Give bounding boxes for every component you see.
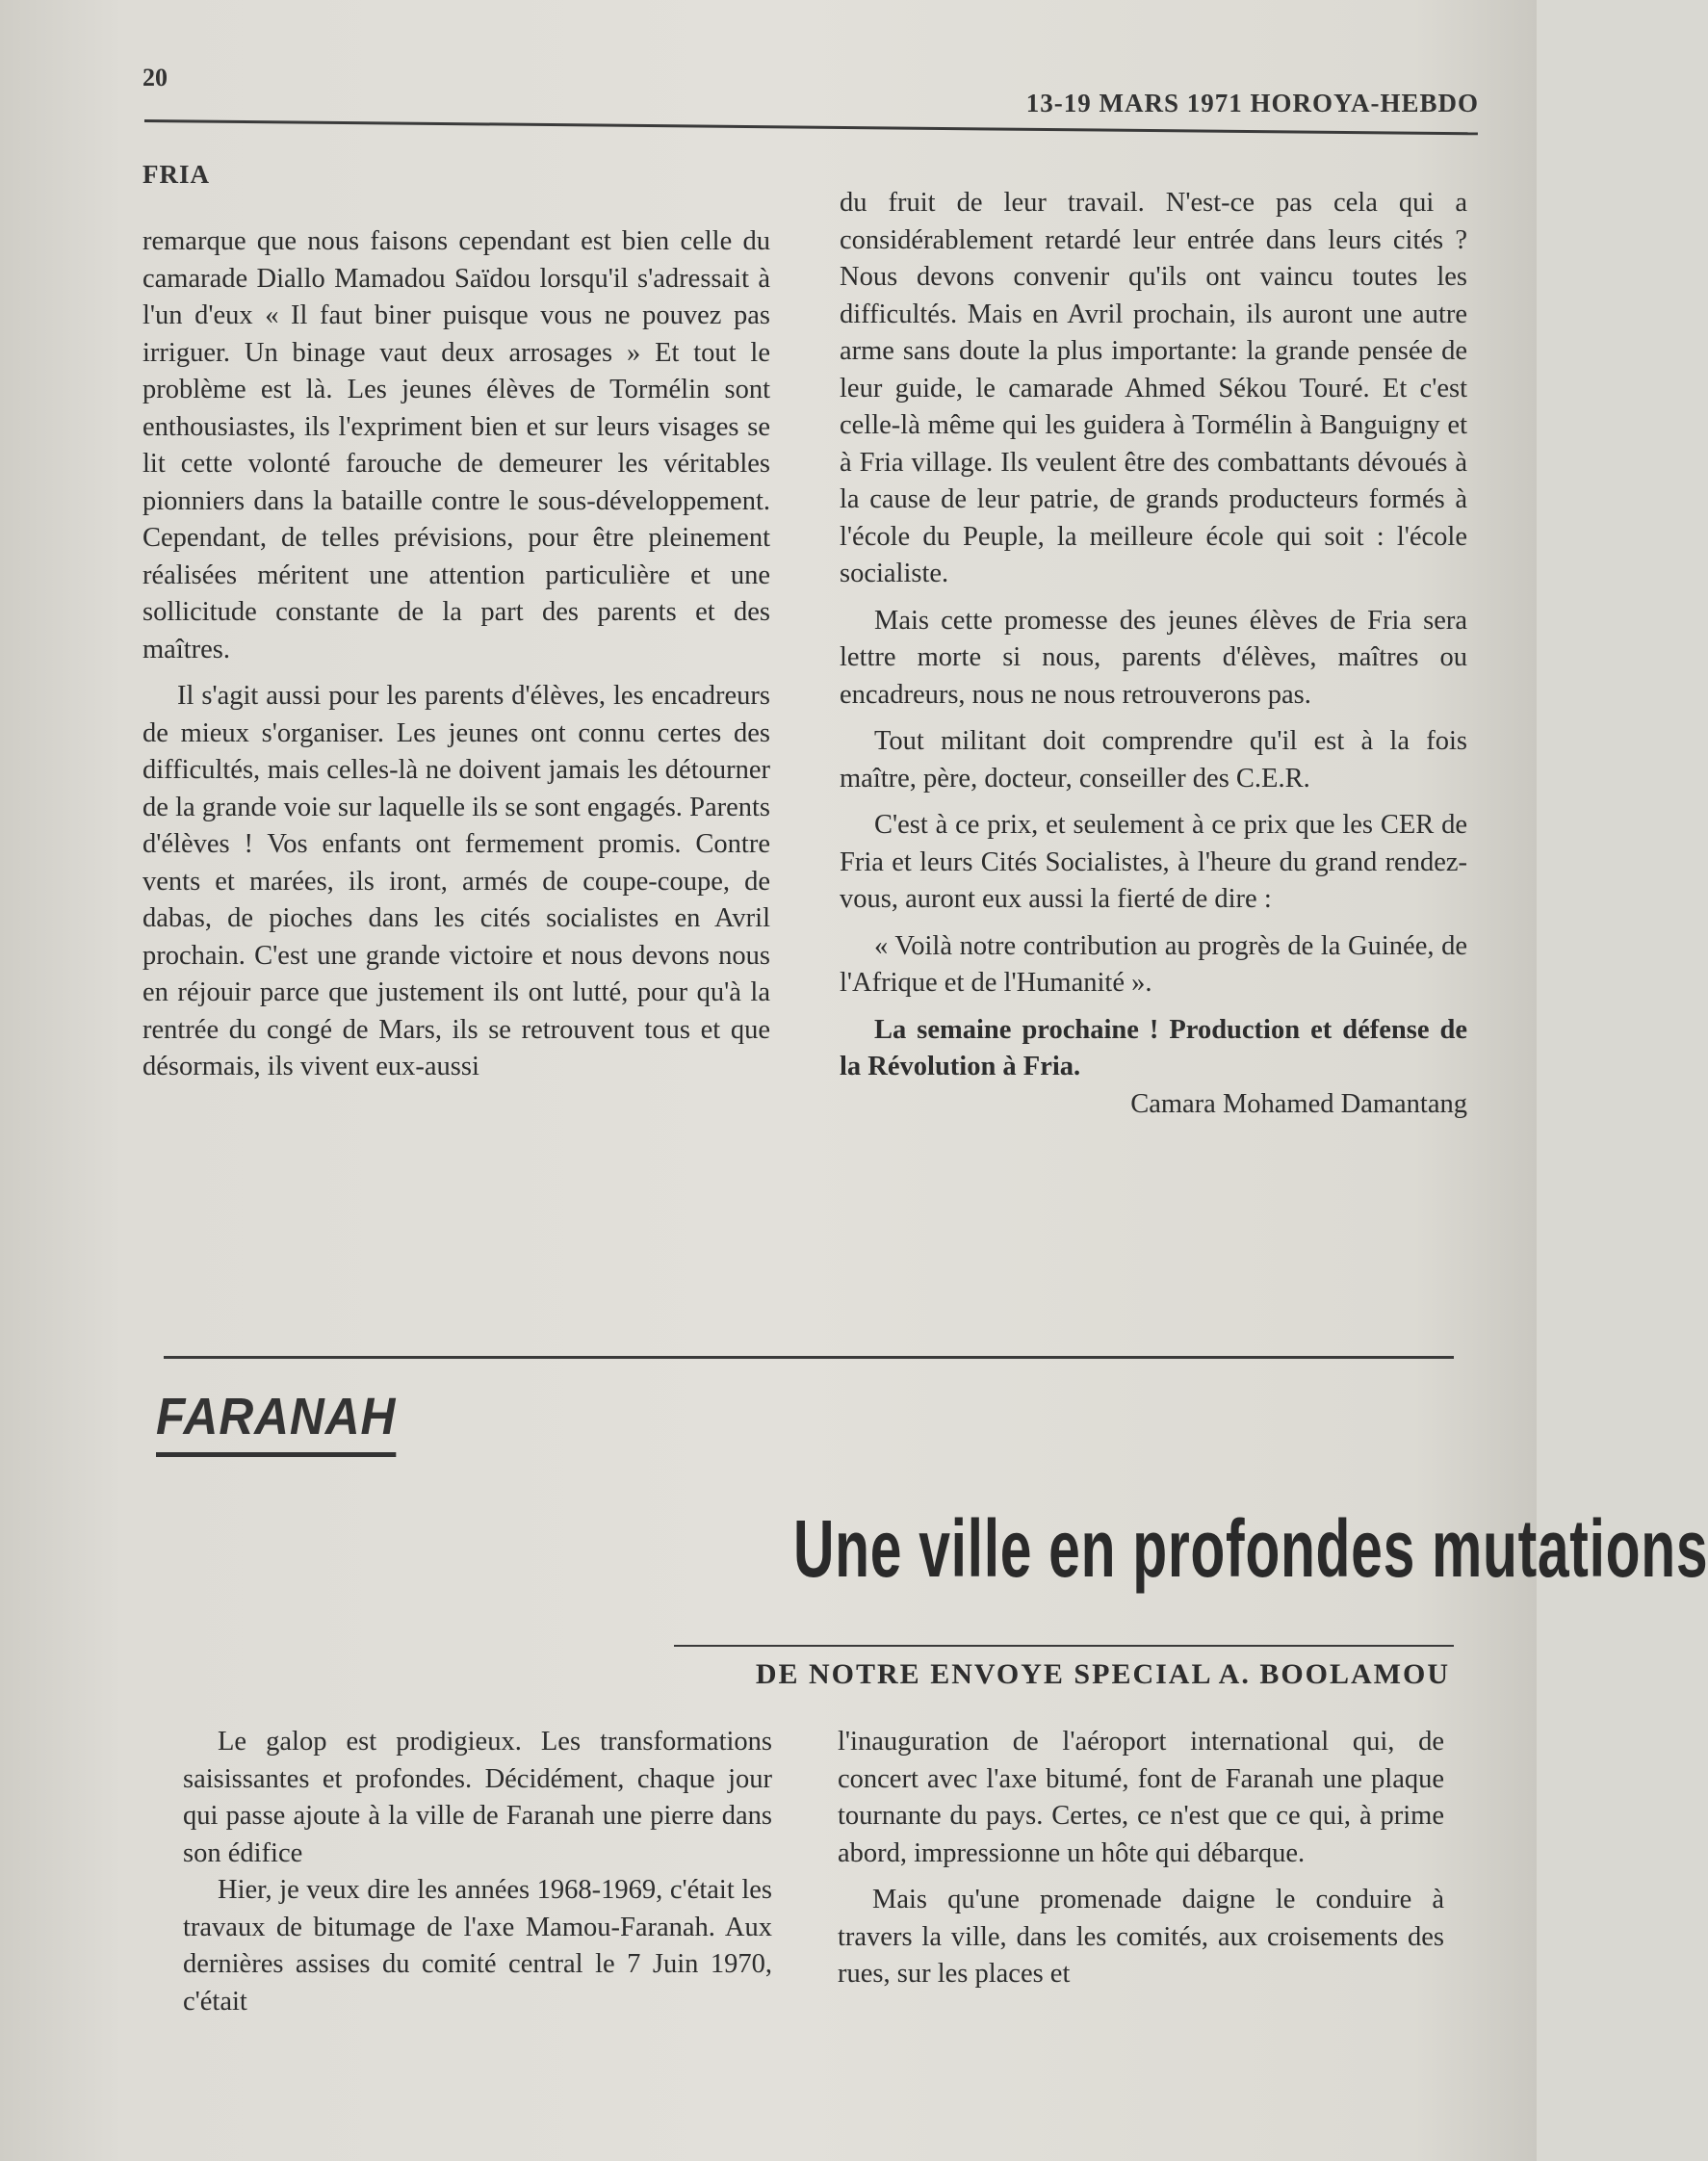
paragraph: Mais cette promesse des jeunes élèves de Fria sera lettre morte si nous, parents d'élèves, maîtres ou encadreurs, nous ne nous retrouverons pas.: [840, 605, 1467, 710]
fria-column-right: [840, 185, 1467, 1123]
fria-column-left: [142, 223, 770, 1086]
author-signature: Camara Mohamed Damantang: [1130, 1088, 1467, 1119]
paragraph: C'est à ce prix, et seulement à ce prix que les CER de Fria et leurs Cités Socialistes, à l'heure du grand rendez-vous, auront eux aussi la fierté de dire :: [840, 810, 1467, 914]
paragraph: du fruit de leur travail. N'est-ce pas cela qui a considérablement retardé leur entrée dans leurs cités ? Nous devons convenir qu'ils ont vaincu toutes les difficultés. Mais en Avril prochain, ils auront une autre arme sans doute la plus importante: la grande pensée de leur guide, le camarade Ahmed Sékou Touré. Et c'est celle-là même qui les guidera à Tormélin à Banguigny et à Fria village. Ils veulent être des combattants dévoués à la cause de leur patrie, de grands producteurs formés à l'école du Peuple, la meilleure école qui soit : l'école socialiste.: [840, 188, 1467, 588]
section-rubric-faranah: FARANAH: [156, 1387, 396, 1457]
byline-rule: [674, 1645, 1454, 1647]
page-number: 20: [142, 64, 168, 91]
paragraph: Mais qu'une promenade daigne le conduire à travers la ville, dans les comités, aux croisements des rues, sur les places et: [838, 1885, 1444, 1989]
byline: DE NOTRE ENVOYE SPECIAL A. BOOLAMOU: [755, 1658, 1450, 1690]
paragraph: Hier, je veux dire les années 1968-1969, c'était les travaux de bitumage de l'axe Mamou-Faranah. Aux dernières assises du comité central le 7 Juin 1970, c'était: [183, 1875, 772, 2017]
dateline: 13-19 MARS 1971 HOROYA-HEBDO: [1025, 89, 1479, 117]
paragraph: « Voilà notre contribution au progrès de la Guinée, de l'Afrique et de l'Humanité ».: [840, 930, 1467, 998]
section-divider: [164, 1356, 1454, 1359]
paragraph: Il s'agit aussi pour les parents d'élèves, les encadreurs de mieux s'organiser. Les jeunes ont connu certes des difficultés, mais celles-là ne doivent jamais les détourner de la grande voie sur laquelle ils se sont engagés. Parents d'élèves ! Vos enfants ont fermement promis. Contre vents et marées, ils iront, armés de coupe-coupe, de dabas, de pioches dans les cités socialistes en Avril prochain. C'est une grande victoire et nous devons nous en réjouir parce que justement ils ont lutté, pour qu'à la rentrée du congé de Mars, ils se retrouvent tous et que désormais, ils vivent eux-aussi: [142, 681, 770, 1081]
next-week-teaser: La semaine prochaine ! Production et défense de la Révolution à Fria.: [840, 1014, 1467, 1081]
article-headline: Une ville en profondes mutations: [793, 1503, 1708, 1594]
faranah-column-right: [838, 1724, 1444, 1993]
paragraph: Tout militant doit comprendre qu'il est à la fois maître, père, docteur, conseiller des C.E.R.: [840, 726, 1467, 794]
faranah-column-left: [183, 1724, 772, 2020]
paragraph: remarque que nous faisons cependant est bien celle du camarade Diallo Mamadou Saïdou lorsqu'il s'adressait à l'un d'eux « Il faut biner puisque vous ne pouvez pas irriguer. Un binage vaut deux arrosages » Et tout le problème est là. Les jeunes élèves de Tormélin sont enthousiastes, ils l'expriment bien et sur leurs visages se lit cette volonté farouche de demeurer les véritables pionniers dans la bataille contre le sous-développement. Cependant, de telles prévisions, pour être pleinement réalisées méritent une attention particulière et une sollicitude constante de la part des parents et des maîtres.: [142, 226, 770, 664]
paragraph: Le galop est prodigieux. Les transformations saisissantes et profondes. Décidément, chaque jour qui passe ajoute à la ville de Faranah une pierre dans son édifice: [183, 1727, 772, 1868]
paragraph: l'inauguration de l'aéroport international qui, de concert avec l'axe bitumé, font de Faranah une plaque tournante du pays. Certes, ce n'est que ce qui, à prime abord, impressionne un hôte qui débarque.: [838, 1727, 1444, 1868]
header-rule: [144, 119, 1478, 135]
section-rubric-fria: FRIA: [142, 160, 210, 189]
